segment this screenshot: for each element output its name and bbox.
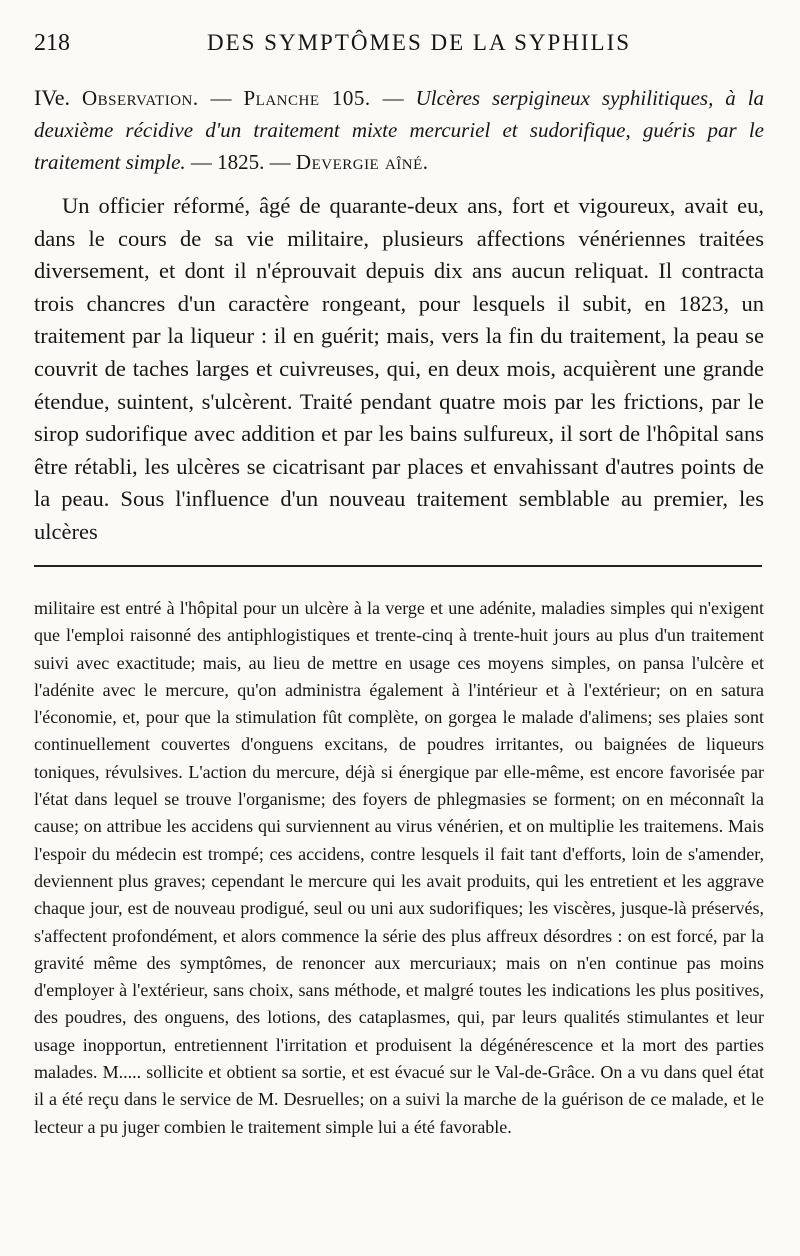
page-number: 218 [34,30,70,56]
plate-reference: Planche 105. [243,86,371,110]
footnote [34,595,764,1141]
footnote-paragraph: militaire est entré à l'hôpital pour un ulcère à la verge et une adénite, maladies simples qui n'exigent que l'emploi raisonné des antiphlogistiques et trente-cinq à trente-huit jours au plus d'un traitement suivi avec exactitude; mais, au lieu de mettre en usage ces moyens simples, on pansa l'ulcère et l'adénite avec le mercure, qu'on administra également à l'intérieur et à l'extérieur; on en satura l'économie, et, pour que la stimulation fût complète, on gorgea le malade d'alimens; ses plaies sont continuellement couvertes d'onguens excitans, de poudres irritantes, ou baignées de liqueurs toniques, révulsives. L'action du mercure, déjà si énergique par elle-même, est encore favorisée par l'état dans lequel se trouve l'organisme; des foyers de phlegmasies se forment; on en méconnaît la cause; on attribue les accidens qui surviennent au virus vénérien, et on multiplie les traitemens. Mais l'espoir du médecin est trompé; ces accidens, contre lesquels il fait tant d'efforts, loin de s'amender, deviennent plus graves; cependant le mercure qui les avait produits, qui les entretient et les aggrave chaque jour, est de nouveau prodigué, seul ou uni aux sudorifiques; les viscères, jusque-là préservés, s'affectent profondément, et alors commence la série des plus affreux désordres : on est forcé, par la gravité même des symptômes, de renoncer aux mercuriaux; mais on n'en continue pas moins d'employer à l'extérieur, sans choix, sans méthode, et malgré toutes les indications les plus positives, des poudres, des onguens, des lotions, des cataplasmes, qui, par leurs qualités stimulantes et leur usage inopportun, entretiennent l'irritation et produisent la dégénérescence et la mort des parties malades. M..... sollicite et obtient sa sortie, et est évacué sur le Val-de-Grâce. On a vu dans quel état il a été reçu dans le service de M. Desruelles; on a suivi la marche de la guérison de ce malade, et le lecteur a pu juger combien le traitement simple lui a été favorable. [34,598,764,1137]
main-text [34,190,764,549]
separator: — [198,86,244,110]
page-header [34,30,764,60]
observation-heading [34,82,764,178]
separator: — [264,150,296,174]
observation-year: 1825. [217,150,265,174]
footnote-divider [34,565,762,567]
running-title: DES SYMPTÔMES DE LA SYPHILIS [206,30,632,55]
separator: — [185,150,218,174]
observation-number: IVe. [34,85,71,110]
observation-label: Observation. [81,86,199,110]
observation-title: Ulcères serpigineux syphilitiques, à la deuxième récidive d'un traitement mixte mercuriel et sudorifique, guéris par le traitement simple. [34,86,765,174]
separator: — [370,86,416,110]
main-paragraph: Un officier réformé, âgé de quarante-deux ans, fort et vigoureux, avait eu, dans le cours de sa vie militaire, plusieurs affections vénériennes traitées diversement, et dont il n'éprouvait depuis dix ans aucun reliquat. Il contracta trois chancres d'un caractère rongeant, pour lesquels il subit, en 1823, un traitement par la liqueur : il en guérit; mais, vers la fin du traitement, la peau se couvrit de taches larges et cuivreuses, qui, en deux mois, acquièrent une grande étendue, suintent, s'ulcèrent. Traité pendant quatre mois par les frictions, par le sirop sudorifique avec addition et par les bains sulfureux, il sort de l'hôpital sans être rétabli, les ulcères se cicatrisant par places et envahissant d'autres points de la peau. Sous l'influence d'un nouveau traitement semblable au premier, les ulcères [34,193,764,544]
observation-author: Devergie aîné. [295,150,429,174]
